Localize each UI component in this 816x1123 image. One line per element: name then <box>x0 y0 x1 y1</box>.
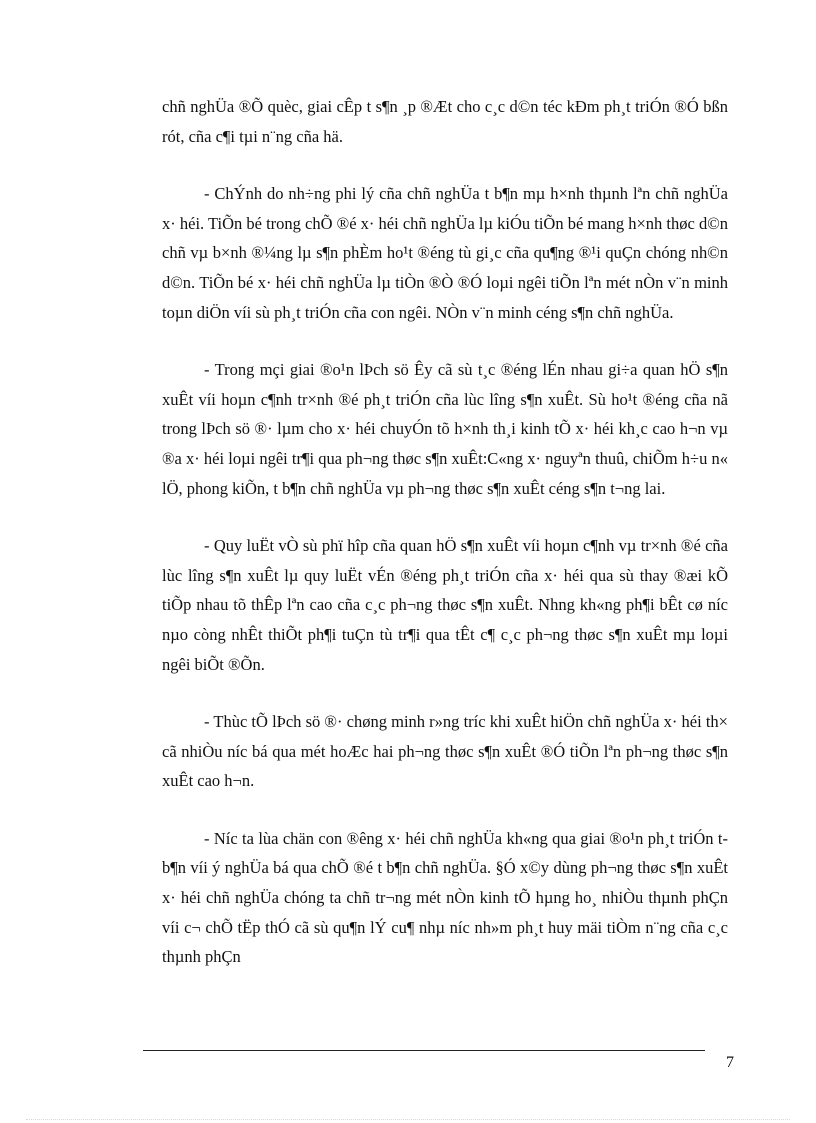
paragraph-bullet-5: - Níc ta lùa chän con ®êng x· héi chñ nghÜa kh«ng qua giai ®o¹n ph¸t triÓn t b¶n víi ý nghÜa bá qua chÕ ®é t b¶n chñ nghÜa. §Ó x©y dùng ph¬ng thøc s¶n xuÊt x· héi chñ nghÜa chóng ta chñ tr¬ng mét nÒn kinh tÕ hµng ho¸ nhiÒu thµnh phÇn víi c¬ chÕ tËp thÓ cã sù qu¶n lÝ cu¶ nhµ níc nh»m ph¸t huy mäi tiÒm n¨ng cña c¸c thµnh phÇn <box>162 828 728 967</box>
paragraph-bullet-1: - ChÝnh do nh÷ng phi lý cña chñ nghÜa t b¶n mµ h×nh thµnh lªn chñ nghÜa x· héi. TiÕn bé trong chÕ ®é x· héi chñ nghÜa lµ kiÓu tiÕn bé mang h×nh thøc d©n chñ vµ b×nh ®¼ng lµ s¶n phÈm ho¹t ®éng tù gi¸c cña qu¶ng ®¹i quÇn chóng nh©n d©n. TiÕn bé x· héi chñ nghÜa lµ tiÒn ®Ò ®Ó loµi ngêi tiÕn lªn mét nÒn v¨n minh toµn diÖn víi sù ph¸t triÓn cña con ngêi. NÒn v¨n minh céng s¶n chñ nghÜa. <box>162 184 728 322</box>
page-bottom-border <box>26 1119 790 1120</box>
document-body <box>162 92 728 1000</box>
page-number: 7 <box>726 1054 734 1071</box>
footer-rule <box>143 1050 705 1051</box>
paragraph-bullet-3: - Quy luËt vÒ sù phï hîp cña quan hÖ s¶n xuÊt víi hoµn c¶nh vµ tr×nh ®é cña lùc lîng s¶n xuÊt lµ quy luËt vÉn ®éng ph¸t triÓn cña x· héi qua sù thay ®æi kÕ tiÕp nhau tõ thÊp lªn cao cña c¸c ph¬ng thøc s¶n xuÊt. Nhng kh«ng ph¶i bÊt cø níc nµo còng nhÊt thiÕt ph¶i tuÇn tù tr¶i qua tÊt c¶ c¸c ph¬ng thøc s¶n xuÊt mµ loµi ngêi biÕt ®Õn. <box>162 536 728 674</box>
paragraph-bullet-2: - Trong mçi giai ®o¹n lÞch sö Êy cã sù t¸c ®éng lÉn nhau gi÷a quan hÖ s¶n xuÊt víi hoµn c¶nh tr×nh ®é ph¸t triÓn cña lùc lîng s¶n xuÊt. Sù ho¹t ®éng cña nã trong lÞch sö ®· lµm cho x· héi chuyÓn tõ h×nh th¸i kinh tÕ x· héi kh¸c cao h¬n vµ ®a x· héi loµi ngêi tr¶i qua ph¬ng thøc s¶n xuÊt:C«ng x· nguyªn thuû, chiÕm h÷u n« lÖ, phong kiÕn, t b¶n chñ nghÜa vµ ph¬ng thøc s¶n xuÊt céng s¶n t¬ng lai. <box>162 360 728 498</box>
paragraph-continuation: chñ nghÜa ®Õ quèc, giai cÊp t s¶n ¸p ®Æt cho c¸c d©n téc kÐm ph¸t triÓn ®Ó bßn rót, cña c¶i tµi n¨ng cña hä. <box>162 97 728 146</box>
paragraph-bullet-4: - Thùc tÕ lÞch sö ®· chøng minh r»ng tríc khi xuÊt hiÖn chñ nghÜa x· héi th× cã nhiÒu níc bá qua mét hoÆc hai ph¬ng thøc s¶n xuÊt ®Ó tiÕn lªn ph¬ng thøc s¶n xuÊt cao h¬n. <box>162 712 728 791</box>
